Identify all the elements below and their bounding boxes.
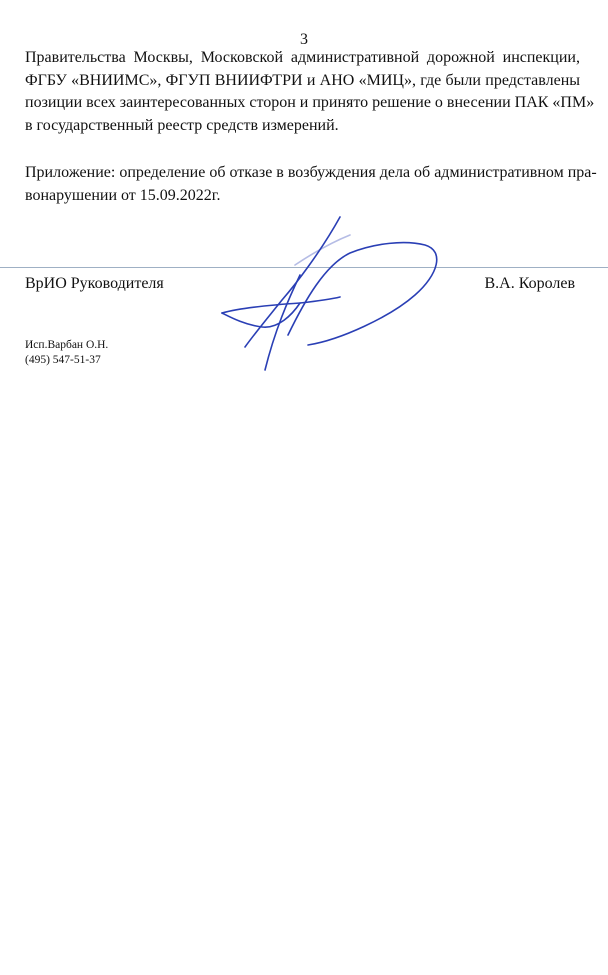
body-line-3: позиции всех заинтересованных сторон и принято решение о внесении ПАК «ПМ»	[25, 94, 595, 111]
page-number: 3	[300, 31, 308, 48]
executor-block	[25, 338, 108, 368]
body-line-4: в государственный реестр средств измерений.	[25, 116, 339, 134]
signature-stroke-cross	[222, 297, 340, 313]
signatory-title: ВрИО Руководителя	[25, 275, 164, 292]
body-line-1: Правительства Москвы, Московской административной дорожной инспекции,	[25, 49, 580, 66]
attachment-line-1: Приложение: определение об отказе в возбуждения дела об административном пра-	[25, 164, 597, 181]
body-line-2: ФГБУ «ВНИИМС», ФГУП ВНИИФТРИ и АНО «МИЦ», где были представлены	[25, 71, 580, 89]
signature-stroke-faint	[295, 235, 350, 265]
attachment-paragraph	[25, 162, 597, 207]
executor-name: Исп.Варбан О.Н.	[25, 339, 109, 351]
attachment-line-2: вонарушении от 15.09.2022г.	[25, 186, 221, 204]
body-paragraph	[25, 47, 595, 137]
signature-stroke-loop	[288, 243, 437, 345]
handwritten-signature	[200, 205, 460, 380]
signatory-name: В.А. Королев	[484, 275, 575, 292]
executor-phone: (495) 547-51-37	[25, 354, 101, 366]
